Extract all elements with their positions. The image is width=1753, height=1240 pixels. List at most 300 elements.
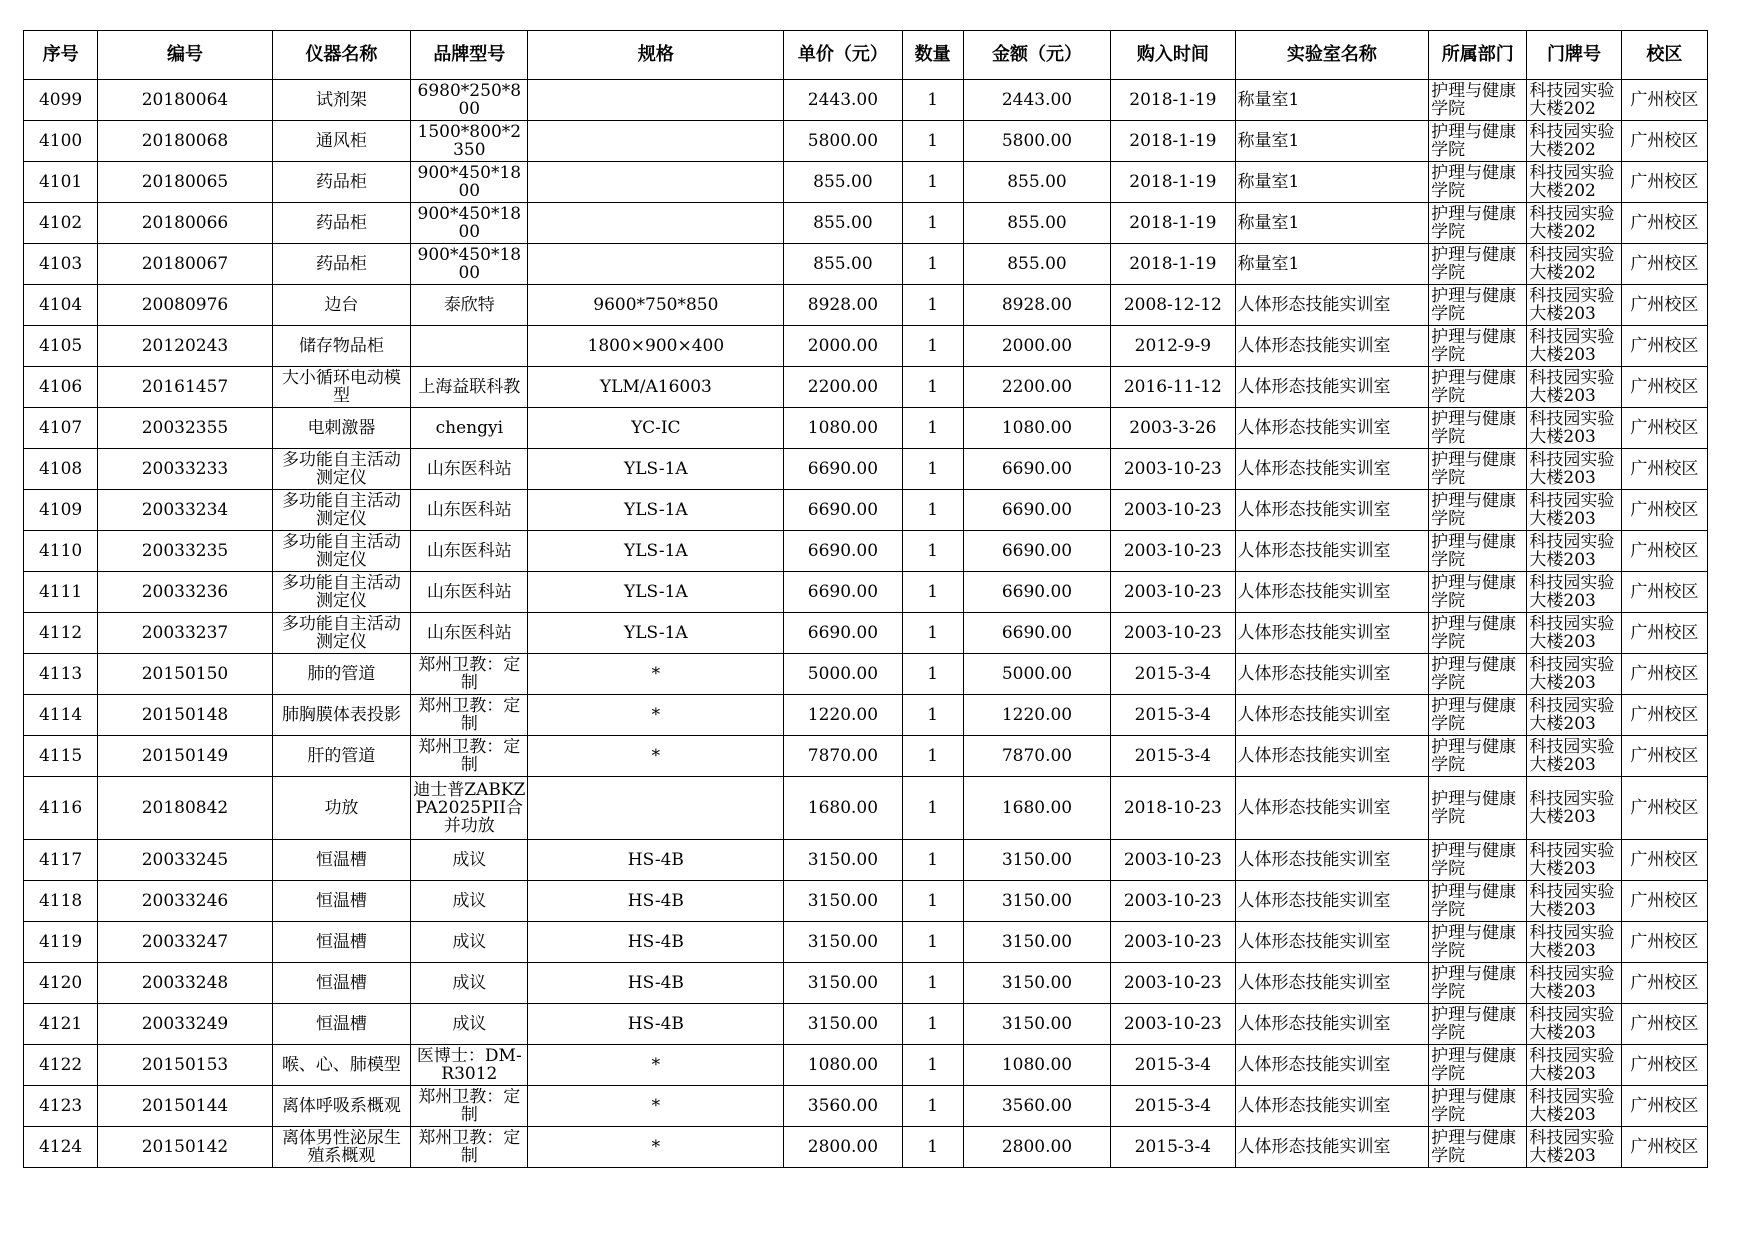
cell-unit-price: 5800.00 bbox=[784, 121, 902, 162]
cell-lab-name: 人体形态技能实训室 bbox=[1235, 695, 1429, 736]
cell-amount: 6690.00 bbox=[963, 490, 1110, 531]
table-row bbox=[24, 963, 1708, 1004]
cell-unit-price: 2000.00 bbox=[784, 326, 902, 367]
cell-department bbox=[1429, 613, 1527, 654]
cell-room-number-text: 科技园实验大楼203 bbox=[1529, 883, 1615, 919]
cell-amount: 2800.00 bbox=[963, 1127, 1110, 1168]
cell-instrument-name-text: 肺的管道 bbox=[307, 665, 376, 683]
cell-lab-name: 人体形态技能实训室 bbox=[1235, 449, 1429, 490]
cell-campus: 广州校区 bbox=[1621, 203, 1707, 244]
cell-quantity: 1 bbox=[902, 1127, 963, 1168]
cell-department bbox=[1429, 408, 1527, 449]
cell-brand-model bbox=[411, 654, 528, 695]
cell-instrument-name bbox=[272, 613, 410, 654]
cell-lab-name: 人体形态技能实训室 bbox=[1235, 777, 1429, 840]
cell-brand-model bbox=[411, 162, 528, 203]
cell-department bbox=[1429, 777, 1527, 840]
cell-brand-model bbox=[411, 1045, 528, 1086]
cell-room-number bbox=[1527, 922, 1621, 963]
equipment-table bbox=[23, 30, 1708, 1168]
cell-room-number bbox=[1527, 531, 1621, 572]
cell-campus: 广州校区 bbox=[1621, 244, 1707, 285]
cell-seq: 4103 bbox=[24, 244, 98, 285]
cell-code: 20120243 bbox=[98, 326, 273, 367]
cell-seq: 4105 bbox=[24, 326, 98, 367]
cell-campus: 广州校区 bbox=[1621, 490, 1707, 531]
cell-campus: 广州校区 bbox=[1621, 1004, 1707, 1045]
cell-seq: 4106 bbox=[24, 367, 98, 408]
cell-instrument-name bbox=[272, 162, 410, 203]
cell-campus: 广州校区 bbox=[1621, 881, 1707, 922]
cell-purchase-date: 2018-1-19 bbox=[1111, 162, 1235, 203]
table-row bbox=[24, 244, 1708, 285]
cell-room-number bbox=[1527, 244, 1621, 285]
cell-spec bbox=[528, 203, 784, 244]
cell-brand-model bbox=[411, 922, 528, 963]
cell-seq: 4101 bbox=[24, 162, 98, 203]
cell-department-text: 护理与健康学院 bbox=[1431, 738, 1517, 774]
cell-spec: * bbox=[528, 736, 784, 777]
cell-purchase-date: 2018-10-23 bbox=[1111, 777, 1235, 840]
cell-campus: 广州校区 bbox=[1621, 777, 1707, 840]
cell-brand-model bbox=[411, 736, 528, 777]
cell-brand-model-text: 成议 bbox=[452, 1015, 487, 1033]
table-row bbox=[24, 613, 1708, 654]
cell-spec bbox=[528, 244, 784, 285]
cell-seq: 4099 bbox=[24, 80, 98, 121]
cell-quantity: 1 bbox=[902, 80, 963, 121]
cell-lab-name: 人体形态技能实训室 bbox=[1235, 572, 1429, 613]
cell-room-number bbox=[1527, 1127, 1621, 1168]
header-instrument-name: 仪器名称 bbox=[272, 31, 410, 80]
cell-seq: 4112 bbox=[24, 613, 98, 654]
cell-campus: 广州校区 bbox=[1621, 1127, 1707, 1168]
cell-department-text: 护理与健康学院 bbox=[1431, 246, 1517, 282]
cell-room-number-text: 科技园实验大楼203 bbox=[1529, 965, 1615, 1001]
cell-purchase-date: 2003-10-23 bbox=[1111, 922, 1235, 963]
cell-instrument-name-text: 大小循环电动模型 bbox=[281, 369, 401, 405]
cell-department bbox=[1429, 963, 1527, 1004]
cell-code: 20180065 bbox=[98, 162, 273, 203]
cell-instrument-name bbox=[272, 244, 410, 285]
cell-seq: 4117 bbox=[24, 840, 98, 881]
cell-department-text: 护理与健康学院 bbox=[1431, 123, 1517, 159]
cell-department-text: 护理与健康学院 bbox=[1431, 533, 1517, 569]
cell-brand-model-text: 成议 bbox=[452, 851, 487, 869]
cell-quantity: 1 bbox=[902, 881, 963, 922]
cell-room-number-text: 科技园实验大楼203 bbox=[1529, 287, 1615, 323]
cell-department bbox=[1429, 654, 1527, 695]
cell-code: 20033236 bbox=[98, 572, 273, 613]
cell-brand-model-text: 1500*800*2350 bbox=[417, 123, 522, 159]
cell-department-text: 护理与健康学院 bbox=[1431, 790, 1517, 826]
cell-instrument-name-text: 喉、心、肺模型 bbox=[281, 1056, 401, 1074]
cell-department bbox=[1429, 1045, 1527, 1086]
cell-spec: YLM/A16003 bbox=[528, 367, 784, 408]
cell-campus: 广州校区 bbox=[1621, 572, 1707, 613]
cell-room-number-text: 科技园实验大楼203 bbox=[1529, 533, 1615, 569]
header-department: 所属部门 bbox=[1429, 31, 1527, 80]
cell-code: 20161457 bbox=[98, 367, 273, 408]
cell-spec: * bbox=[528, 1086, 784, 1127]
cell-spec bbox=[528, 162, 784, 203]
table-row bbox=[24, 1045, 1708, 1086]
cell-room-number-text: 科技园实验大楼203 bbox=[1529, 738, 1615, 774]
table-row bbox=[24, 449, 1708, 490]
cell-brand-model-text: 900*450*1800 bbox=[417, 246, 522, 282]
cell-seq: 4108 bbox=[24, 449, 98, 490]
cell-quantity: 1 bbox=[902, 449, 963, 490]
cell-room-number bbox=[1527, 326, 1621, 367]
cell-instrument-name-text: 多功能自主活动测定仪 bbox=[281, 533, 401, 569]
cell-amount: 6690.00 bbox=[963, 531, 1110, 572]
cell-room-number bbox=[1527, 1004, 1621, 1045]
cell-room-number bbox=[1527, 490, 1621, 531]
cell-department bbox=[1429, 326, 1527, 367]
cell-lab-name: 称量室1 bbox=[1235, 244, 1429, 285]
cell-unit-price: 6690.00 bbox=[784, 490, 902, 531]
cell-brand-model-text: 山东医科站 bbox=[426, 624, 512, 642]
header-room-number: 门牌号 bbox=[1527, 31, 1621, 80]
cell-spec: 9600*750*850 bbox=[528, 285, 784, 326]
cell-lab-name: 人体形态技能实训室 bbox=[1235, 367, 1429, 408]
cell-department bbox=[1429, 244, 1527, 285]
cell-instrument-name bbox=[272, 326, 410, 367]
cell-department bbox=[1429, 572, 1527, 613]
cell-department bbox=[1429, 203, 1527, 244]
cell-seq: 4122 bbox=[24, 1045, 98, 1086]
cell-quantity: 1 bbox=[902, 613, 963, 654]
cell-brand-model-text: 成议 bbox=[452, 892, 487, 910]
cell-purchase-date: 2015-3-4 bbox=[1111, 736, 1235, 777]
table-row bbox=[24, 490, 1708, 531]
cell-room-number-text: 科技园实验大楼203 bbox=[1529, 492, 1615, 528]
cell-room-number-text: 科技园实验大楼203 bbox=[1529, 369, 1615, 405]
cell-department-text: 护理与健康学院 bbox=[1431, 842, 1517, 878]
cell-brand-model bbox=[411, 80, 528, 121]
cell-purchase-date: 2003-10-23 bbox=[1111, 572, 1235, 613]
cell-code: 20033235 bbox=[98, 531, 273, 572]
cell-department bbox=[1429, 367, 1527, 408]
cell-brand-model bbox=[411, 244, 528, 285]
cell-code: 20080976 bbox=[98, 285, 273, 326]
cell-quantity: 1 bbox=[902, 285, 963, 326]
cell-code: 20150150 bbox=[98, 654, 273, 695]
cell-quantity: 1 bbox=[902, 244, 963, 285]
cell-amount: 5800.00 bbox=[963, 121, 1110, 162]
cell-lab-name: 人体形态技能实训室 bbox=[1235, 840, 1429, 881]
cell-quantity: 1 bbox=[902, 162, 963, 203]
cell-seq: 4114 bbox=[24, 695, 98, 736]
cell-purchase-date: 2012-9-9 bbox=[1111, 326, 1235, 367]
cell-unit-price: 1080.00 bbox=[784, 1045, 902, 1086]
cell-instrument-name bbox=[272, 490, 410, 531]
table-row bbox=[24, 1127, 1708, 1168]
cell-unit-price: 3150.00 bbox=[784, 881, 902, 922]
cell-department-text: 护理与健康学院 bbox=[1431, 164, 1517, 200]
cell-spec: YLS-1A bbox=[528, 490, 784, 531]
cell-department bbox=[1429, 881, 1527, 922]
cell-room-number-text: 科技园实验大楼203 bbox=[1529, 1088, 1615, 1124]
cell-department-text: 护理与健康学院 bbox=[1431, 205, 1517, 241]
cell-room-number-text: 科技园实验大楼203 bbox=[1529, 451, 1615, 487]
cell-quantity: 1 bbox=[902, 1004, 963, 1045]
cell-unit-price: 3150.00 bbox=[784, 922, 902, 963]
cell-quantity: 1 bbox=[902, 736, 963, 777]
cell-seq: 4115 bbox=[24, 736, 98, 777]
cell-brand-model bbox=[411, 121, 528, 162]
cell-brand-model-text: 6980*250*800 bbox=[417, 82, 522, 118]
cell-room-number-text: 科技园实验大楼202 bbox=[1529, 164, 1615, 200]
cell-room-number bbox=[1527, 203, 1621, 244]
cell-spec: HS-4B bbox=[528, 922, 784, 963]
cell-quantity: 1 bbox=[902, 654, 963, 695]
header-quantity: 数量 bbox=[902, 31, 963, 80]
cell-amount: 855.00 bbox=[963, 244, 1110, 285]
cell-unit-price: 855.00 bbox=[784, 244, 902, 285]
cell-unit-price: 1080.00 bbox=[784, 408, 902, 449]
cell-quantity: 1 bbox=[902, 1045, 963, 1086]
cell-department-text: 护理与健康学院 bbox=[1431, 924, 1517, 960]
cell-amount: 7870.00 bbox=[963, 736, 1110, 777]
cell-spec: YLS-1A bbox=[528, 449, 784, 490]
cell-quantity: 1 bbox=[902, 121, 963, 162]
cell-brand-model bbox=[411, 1086, 528, 1127]
cell-purchase-date: 2003-10-23 bbox=[1111, 881, 1235, 922]
cell-quantity: 1 bbox=[902, 408, 963, 449]
cell-quantity: 1 bbox=[902, 695, 963, 736]
cell-department-text: 护理与健康学院 bbox=[1431, 328, 1517, 364]
cell-code: 20180068 bbox=[98, 121, 273, 162]
header-purchase-date: 购入时间 bbox=[1111, 31, 1235, 80]
cell-spec: HS-4B bbox=[528, 963, 784, 1004]
cell-room-number-text: 科技园实验大楼203 bbox=[1529, 574, 1615, 610]
cell-brand-model-text: 郑州卫教：定制 bbox=[418, 656, 521, 692]
cell-seq: 4109 bbox=[24, 490, 98, 531]
cell-brand-model-text: 医博士：DM-R3012 bbox=[416, 1047, 522, 1083]
cell-department bbox=[1429, 531, 1527, 572]
table-row bbox=[24, 736, 1708, 777]
cell-seq: 4111 bbox=[24, 572, 98, 613]
cell-instrument-name bbox=[272, 654, 410, 695]
cell-department-text: 护理与健康学院 bbox=[1431, 965, 1517, 1001]
cell-seq: 4123 bbox=[24, 1086, 98, 1127]
cell-quantity: 1 bbox=[902, 572, 963, 613]
cell-brand-model bbox=[411, 840, 528, 881]
cell-instrument-name-text: 边台 bbox=[324, 296, 359, 314]
table-row bbox=[24, 80, 1708, 121]
cell-department bbox=[1429, 449, 1527, 490]
header-unit-price: 单价（元） bbox=[784, 31, 902, 80]
cell-room-number bbox=[1527, 285, 1621, 326]
cell-instrument-name-text: 多功能自主活动测定仪 bbox=[281, 492, 401, 528]
cell-code: 20180064 bbox=[98, 80, 273, 121]
cell-amount: 3150.00 bbox=[963, 881, 1110, 922]
cell-amount: 6690.00 bbox=[963, 449, 1110, 490]
cell-code: 20033234 bbox=[98, 490, 273, 531]
cell-purchase-date: 2016-11-12 bbox=[1111, 367, 1235, 408]
cell-campus: 广州校区 bbox=[1621, 162, 1707, 203]
cell-instrument-name-text: 多功能自主活动测定仪 bbox=[281, 451, 401, 487]
cell-brand-model-text: 成议 bbox=[452, 933, 487, 951]
cell-code: 20150149 bbox=[98, 736, 273, 777]
cell-amount: 2000.00 bbox=[963, 326, 1110, 367]
cell-brand-model-text: 山东医科站 bbox=[426, 542, 512, 560]
cell-quantity: 1 bbox=[902, 840, 963, 881]
cell-department bbox=[1429, 840, 1527, 881]
cell-department bbox=[1429, 1086, 1527, 1127]
cell-brand-model bbox=[411, 203, 528, 244]
cell-instrument-name bbox=[272, 1004, 410, 1045]
cell-brand-model bbox=[411, 613, 528, 654]
cell-room-number-text: 科技园实验大楼203 bbox=[1529, 842, 1615, 878]
cell-room-number-text: 科技园实验大楼202 bbox=[1529, 82, 1615, 118]
cell-campus: 广州校区 bbox=[1621, 285, 1707, 326]
cell-quantity: 1 bbox=[902, 490, 963, 531]
cell-code: 20033233 bbox=[98, 449, 273, 490]
header-seq: 序号 bbox=[24, 31, 98, 80]
cell-department-text: 护理与健康学院 bbox=[1431, 1088, 1517, 1124]
cell-room-number-text: 科技园实验大楼203 bbox=[1529, 656, 1615, 692]
cell-purchase-date: 2003-10-23 bbox=[1111, 449, 1235, 490]
cell-brand-model bbox=[411, 572, 528, 613]
cell-department-text: 护理与健康学院 bbox=[1431, 1047, 1517, 1083]
cell-unit-price: 1220.00 bbox=[784, 695, 902, 736]
cell-campus: 广州校区 bbox=[1621, 963, 1707, 1004]
cell-quantity: 1 bbox=[902, 531, 963, 572]
cell-unit-price: 6690.00 bbox=[784, 531, 902, 572]
cell-brand-model bbox=[411, 777, 528, 840]
cell-instrument-name bbox=[272, 121, 410, 162]
cell-lab-name: 人体形态技能实训室 bbox=[1235, 736, 1429, 777]
cell-seq: 4107 bbox=[24, 408, 98, 449]
cell-instrument-name bbox=[272, 922, 410, 963]
cell-instrument-name-text: 肺胸膜体表投影 bbox=[281, 706, 401, 724]
cell-lab-name: 称量室1 bbox=[1235, 203, 1429, 244]
cell-unit-price: 6690.00 bbox=[784, 572, 902, 613]
cell-code: 20180066 bbox=[98, 203, 273, 244]
cell-room-number bbox=[1527, 1086, 1621, 1127]
cell-room-number bbox=[1527, 121, 1621, 162]
cell-brand-model bbox=[411, 1127, 528, 1168]
cell-instrument-name-text: 恒温槽 bbox=[315, 933, 367, 951]
cell-purchase-date: 2003-10-23 bbox=[1111, 531, 1235, 572]
cell-room-number bbox=[1527, 162, 1621, 203]
cell-department-text: 护理与健康学院 bbox=[1431, 82, 1517, 118]
cell-room-number-text: 科技园实验大楼203 bbox=[1529, 615, 1615, 651]
cell-room-number bbox=[1527, 367, 1621, 408]
cell-instrument-name bbox=[272, 963, 410, 1004]
cell-instrument-name bbox=[272, 203, 410, 244]
cell-quantity: 1 bbox=[902, 963, 963, 1004]
cell-department-text: 护理与健康学院 bbox=[1431, 287, 1517, 323]
cell-quantity: 1 bbox=[902, 922, 963, 963]
table-row bbox=[24, 695, 1708, 736]
cell-amount: 855.00 bbox=[963, 162, 1110, 203]
cell-seq: 4121 bbox=[24, 1004, 98, 1045]
cell-brand-model-text: 泰欣特 bbox=[443, 296, 495, 314]
cell-instrument-name-text: 多功能自主活动测定仪 bbox=[281, 615, 401, 651]
cell-brand-model-text: chengyi bbox=[435, 419, 504, 437]
cell-lab-name: 人体形态技能实训室 bbox=[1235, 285, 1429, 326]
cell-purchase-date: 2018-1-19 bbox=[1111, 80, 1235, 121]
cell-department-text: 护理与健康学院 bbox=[1431, 1006, 1517, 1042]
cell-instrument-name bbox=[272, 285, 410, 326]
cell-campus: 广州校区 bbox=[1621, 326, 1707, 367]
cell-unit-price: 3150.00 bbox=[784, 1004, 902, 1045]
cell-room-number-text: 科技园实验大楼202 bbox=[1529, 246, 1615, 282]
cell-spec: YLS-1A bbox=[528, 613, 784, 654]
cell-amount: 3150.00 bbox=[963, 1004, 1110, 1045]
cell-department bbox=[1429, 490, 1527, 531]
cell-brand-model-text: 郑州卫教：定制 bbox=[418, 697, 521, 733]
table-row bbox=[24, 285, 1708, 326]
cell-department bbox=[1429, 80, 1527, 121]
cell-spec: 1800×900×400 bbox=[528, 326, 784, 367]
cell-room-number-text: 科技园实验大楼203 bbox=[1529, 328, 1615, 364]
table-row bbox=[24, 121, 1708, 162]
cell-seq: 4100 bbox=[24, 121, 98, 162]
cell-amount: 2200.00 bbox=[963, 367, 1110, 408]
cell-spec: HS-4B bbox=[528, 1004, 784, 1045]
table-row bbox=[24, 881, 1708, 922]
cell-instrument-name-text: 试剂架 bbox=[315, 91, 367, 109]
cell-lab-name: 称量室1 bbox=[1235, 121, 1429, 162]
cell-room-number bbox=[1527, 881, 1621, 922]
cell-brand-model-text: 郑州卫教：定制 bbox=[418, 1088, 521, 1124]
cell-amount: 8928.00 bbox=[963, 285, 1110, 326]
table-body bbox=[24, 80, 1708, 1168]
cell-lab-name: 人体形态技能实训室 bbox=[1235, 1086, 1429, 1127]
cell-brand-model bbox=[411, 285, 528, 326]
cell-unit-price: 855.00 bbox=[784, 203, 902, 244]
cell-room-number-text: 科技园实验大楼203 bbox=[1529, 1129, 1615, 1165]
cell-unit-price: 3150.00 bbox=[784, 963, 902, 1004]
cell-unit-price: 855.00 bbox=[784, 162, 902, 203]
cell-spec: * bbox=[528, 654, 784, 695]
cell-purchase-date: 2003-10-23 bbox=[1111, 613, 1235, 654]
cell-department bbox=[1429, 1127, 1527, 1168]
cell-code: 20180067 bbox=[98, 244, 273, 285]
cell-instrument-name-text: 药品柜 bbox=[315, 173, 367, 191]
cell-instrument-name bbox=[272, 408, 410, 449]
cell-seq: 4104 bbox=[24, 285, 98, 326]
cell-unit-price: 2200.00 bbox=[784, 367, 902, 408]
cell-brand-model-text: 上海益联科教 bbox=[418, 378, 521, 396]
cell-code: 20033245 bbox=[98, 840, 273, 881]
cell-spec bbox=[528, 80, 784, 121]
cell-department bbox=[1429, 285, 1527, 326]
cell-purchase-date: 2018-1-19 bbox=[1111, 203, 1235, 244]
cell-lab-name: 人体形态技能实训室 bbox=[1235, 1045, 1429, 1086]
cell-department-text: 护理与健康学院 bbox=[1431, 492, 1517, 528]
cell-code: 20032355 bbox=[98, 408, 273, 449]
cell-brand-model-text: 成议 bbox=[452, 974, 487, 992]
cell-unit-price: 2443.00 bbox=[784, 80, 902, 121]
cell-quantity: 1 bbox=[902, 1086, 963, 1127]
cell-instrument-name bbox=[272, 881, 410, 922]
cell-seq: 4120 bbox=[24, 963, 98, 1004]
cell-seq: 4124 bbox=[24, 1127, 98, 1168]
cell-room-number-text: 科技园实验大楼202 bbox=[1529, 123, 1615, 159]
cell-code: 20150148 bbox=[98, 695, 273, 736]
cell-brand-model bbox=[411, 449, 528, 490]
cell-room-number-text: 科技园实验大楼202 bbox=[1529, 205, 1615, 241]
cell-room-number bbox=[1527, 449, 1621, 490]
cell-seq: 4102 bbox=[24, 203, 98, 244]
cell-unit-price: 3150.00 bbox=[784, 840, 902, 881]
cell-brand-model bbox=[411, 408, 528, 449]
